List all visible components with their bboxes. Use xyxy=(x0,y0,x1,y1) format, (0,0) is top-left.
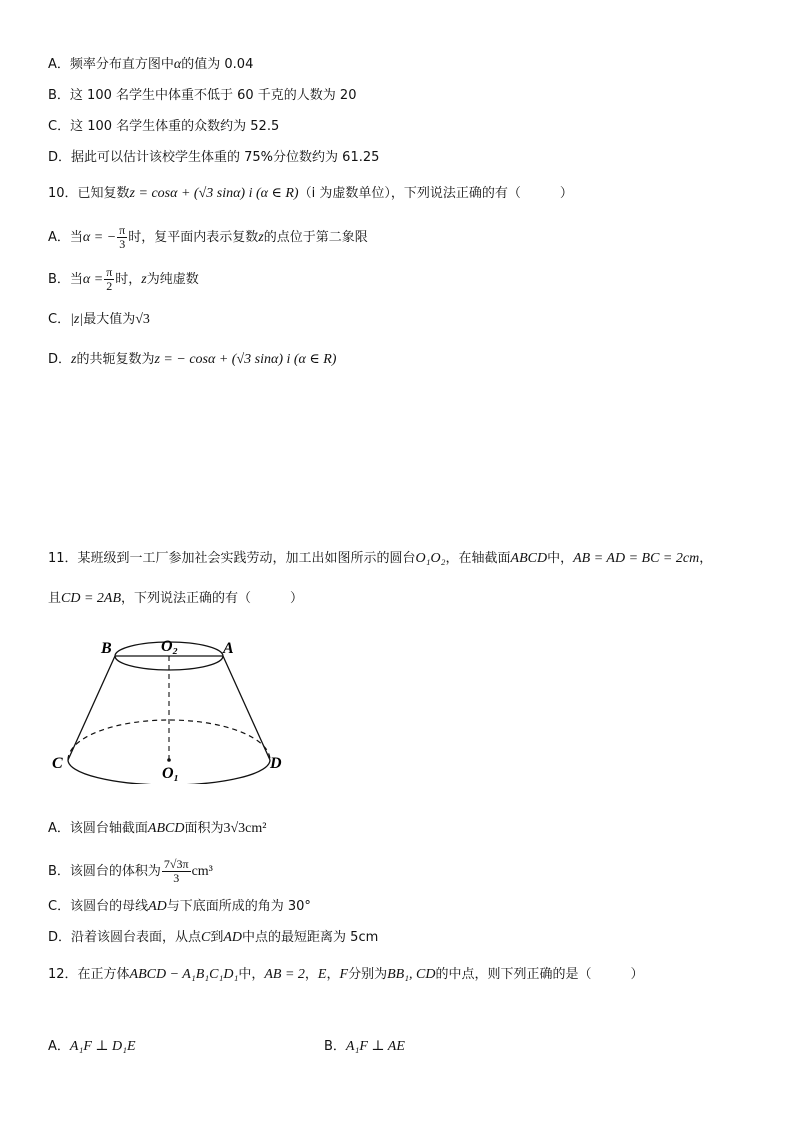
label-D: D xyxy=(270,755,282,772)
label-C: C xyxy=(52,755,63,772)
q12-a-text: A． xyxy=(48,1039,70,1054)
q11-option-a xyxy=(48,820,266,838)
q11-a-mid: 面积为 xyxy=(184,821,224,836)
q12-stem-e: E xyxy=(317,967,327,982)
q12-stem-text: 12．在正方体 xyxy=(48,967,130,982)
q12-stem-mid1: 中， xyxy=(238,967,265,982)
q9-option-a xyxy=(48,56,253,74)
frustum-center-dot xyxy=(167,758,171,762)
q11-stem2-equation: CD = 2AB xyxy=(61,591,122,606)
q11-stem2-tail: ，下列说法正确的有（ ） xyxy=(121,591,304,606)
label-O1: O₁ xyxy=(162,765,180,782)
frustum-right-edge xyxy=(223,656,270,760)
q10-d-text: D． xyxy=(48,352,72,367)
label-A: A xyxy=(223,640,234,657)
q11-stem xyxy=(48,550,712,568)
q10-d-equation: z = − cosα + (√3 sinα) i (α ∈ R) xyxy=(154,352,337,367)
q11-stem-abcd: ABCD xyxy=(510,551,548,566)
q12-option-b xyxy=(324,1038,405,1056)
q10-a-tail: 的点位于第二象限 xyxy=(263,230,368,245)
q11-option-b xyxy=(48,858,213,885)
q12-option-a xyxy=(48,1038,136,1056)
q11-c-tail: 与下底面所成的角为 30° xyxy=(166,899,311,914)
q10-b-alpha: α = xyxy=(82,272,104,287)
q11-option-c xyxy=(48,898,311,916)
q10-stem xyxy=(48,185,573,203)
q10-option-c xyxy=(48,311,150,329)
q11-d-tail: 中点的最短距离为 5cm xyxy=(242,930,379,945)
q12-stem-mid2: 分别为 xyxy=(348,967,388,982)
q10-a-num: π xyxy=(119,223,126,237)
q11-stem2-text: 且 xyxy=(48,591,62,606)
q12-b-text: B． xyxy=(324,1039,346,1054)
q10-b-z: z xyxy=(141,272,147,287)
q11-a-value: 3√3cm² xyxy=(223,821,267,836)
q12-stem-segments: BB₁, CD xyxy=(387,967,436,982)
q12-stem-ab: AB = 2 xyxy=(264,967,305,982)
q10-b-fraction xyxy=(104,266,114,293)
q10-d-mid: 的共轭复数为 xyxy=(76,352,155,367)
q10-stem-text: 10．已知复数 xyxy=(48,186,130,201)
q12-stem-comma2: ， xyxy=(326,967,340,982)
q10-b-tail: 为纯虚数 xyxy=(146,272,199,287)
q10-b-mid: 时， xyxy=(115,272,142,287)
q11-b-text: B．该圆台的体积为 xyxy=(48,864,161,879)
frustum-figure xyxy=(48,634,298,784)
q10-b-text: B．当 xyxy=(48,272,83,287)
q11-b-num: 7√3π xyxy=(163,857,189,871)
q10-a-alpha: α = − xyxy=(82,230,117,245)
q11-b-fraction xyxy=(162,858,191,885)
q10-a-text: A．当 xyxy=(48,230,83,245)
q12-stem-f: F xyxy=(339,967,349,982)
q10-a-fraction xyxy=(117,224,127,251)
q11-d-mid: 到 xyxy=(210,930,224,945)
q10-a-den: 3 xyxy=(119,237,126,251)
q11-stem-text: 11．某班级到一工厂参加社会实践劳动，加工出如图所示的圆台 xyxy=(48,551,416,566)
q11-c-ad: AD xyxy=(148,899,167,914)
q10-option-d xyxy=(48,351,336,369)
q11-stem-mid1: ，在轴截面 xyxy=(445,551,511,566)
label-B: B xyxy=(101,640,112,657)
q9-option-a-text: A．频率分布直方图中 xyxy=(48,57,174,72)
q10-c-text: C． xyxy=(48,312,71,327)
q11-stem-frustum: O₁O₂ xyxy=(415,551,446,566)
q9-option-a-var: α xyxy=(173,57,182,72)
q9-option-c: C．这 100 名学生体重的众数约为 52.5 xyxy=(48,119,280,134)
q10-stem-tail: （i 为虚数单位），下列说法正确的有（ ） xyxy=(298,186,573,201)
q9-option-d: D．据此可以估计该校学生体重的 75%分位数约为 61.25 xyxy=(48,150,380,165)
q12-stem-tail: 的中点，则下列正确的是（ ） xyxy=(435,967,644,982)
label-O2: O₂ xyxy=(161,638,179,655)
q11-stem-line2 xyxy=(48,590,303,608)
q11-c-text: C．该圆台的母线 xyxy=(48,899,149,914)
q9-option-b: B．这 100 名学生中体重不低于 60 千克的人数为 20 xyxy=(48,88,357,103)
q12-a-expr: A₁F ⊥ D₁E xyxy=(69,1039,136,1054)
q12-b-expr: A₁F ⊥ AE xyxy=(345,1039,405,1054)
q11-stem-mid2: 中， xyxy=(547,551,574,566)
q11-d-ad: AD xyxy=(223,930,243,945)
q10-c-mid: 最大值为 xyxy=(83,312,136,327)
q10-d-z: z xyxy=(71,352,77,367)
q12-stem xyxy=(48,966,644,984)
q10-c-modulus: |z| xyxy=(70,312,84,327)
q11-stem-equation: AB = AD = BC = 2cm xyxy=(573,551,700,566)
q11-b-den: 3 xyxy=(173,871,180,885)
q10-a-mid: 时，复平面内表示复数 xyxy=(128,230,259,245)
q10-option-a xyxy=(48,224,368,251)
q11-d-c: C xyxy=(201,930,211,945)
q10-b-den: 2 xyxy=(106,279,113,293)
q12-stem-cube: ABCD − A₁B₁C₁D₁ xyxy=(129,967,239,982)
q12-stem-comma1: ， xyxy=(304,967,318,982)
q11-d-text: D．沿着该圆台表面，从点 xyxy=(48,930,202,945)
q10-c-value: √3 xyxy=(135,312,150,327)
q11-option-d xyxy=(48,929,378,947)
q11-b-unit: cm³ xyxy=(191,864,213,879)
q9-option-a-tail: 的值为 0.04 xyxy=(181,57,254,72)
q10-b-num: π xyxy=(106,265,113,279)
q11-stem-comma: ， xyxy=(699,551,713,566)
q10-a-z: z xyxy=(258,230,264,245)
q11-a-text: A．该圆台轴截面 xyxy=(48,821,148,836)
frustum-left-edge xyxy=(68,656,115,760)
q10-option-b xyxy=(48,266,199,293)
q11-a-abcd: ABCD xyxy=(147,821,185,836)
q10-stem-equation: z = cosα + (√3 sinα) i (α ∈ R) xyxy=(129,186,299,201)
